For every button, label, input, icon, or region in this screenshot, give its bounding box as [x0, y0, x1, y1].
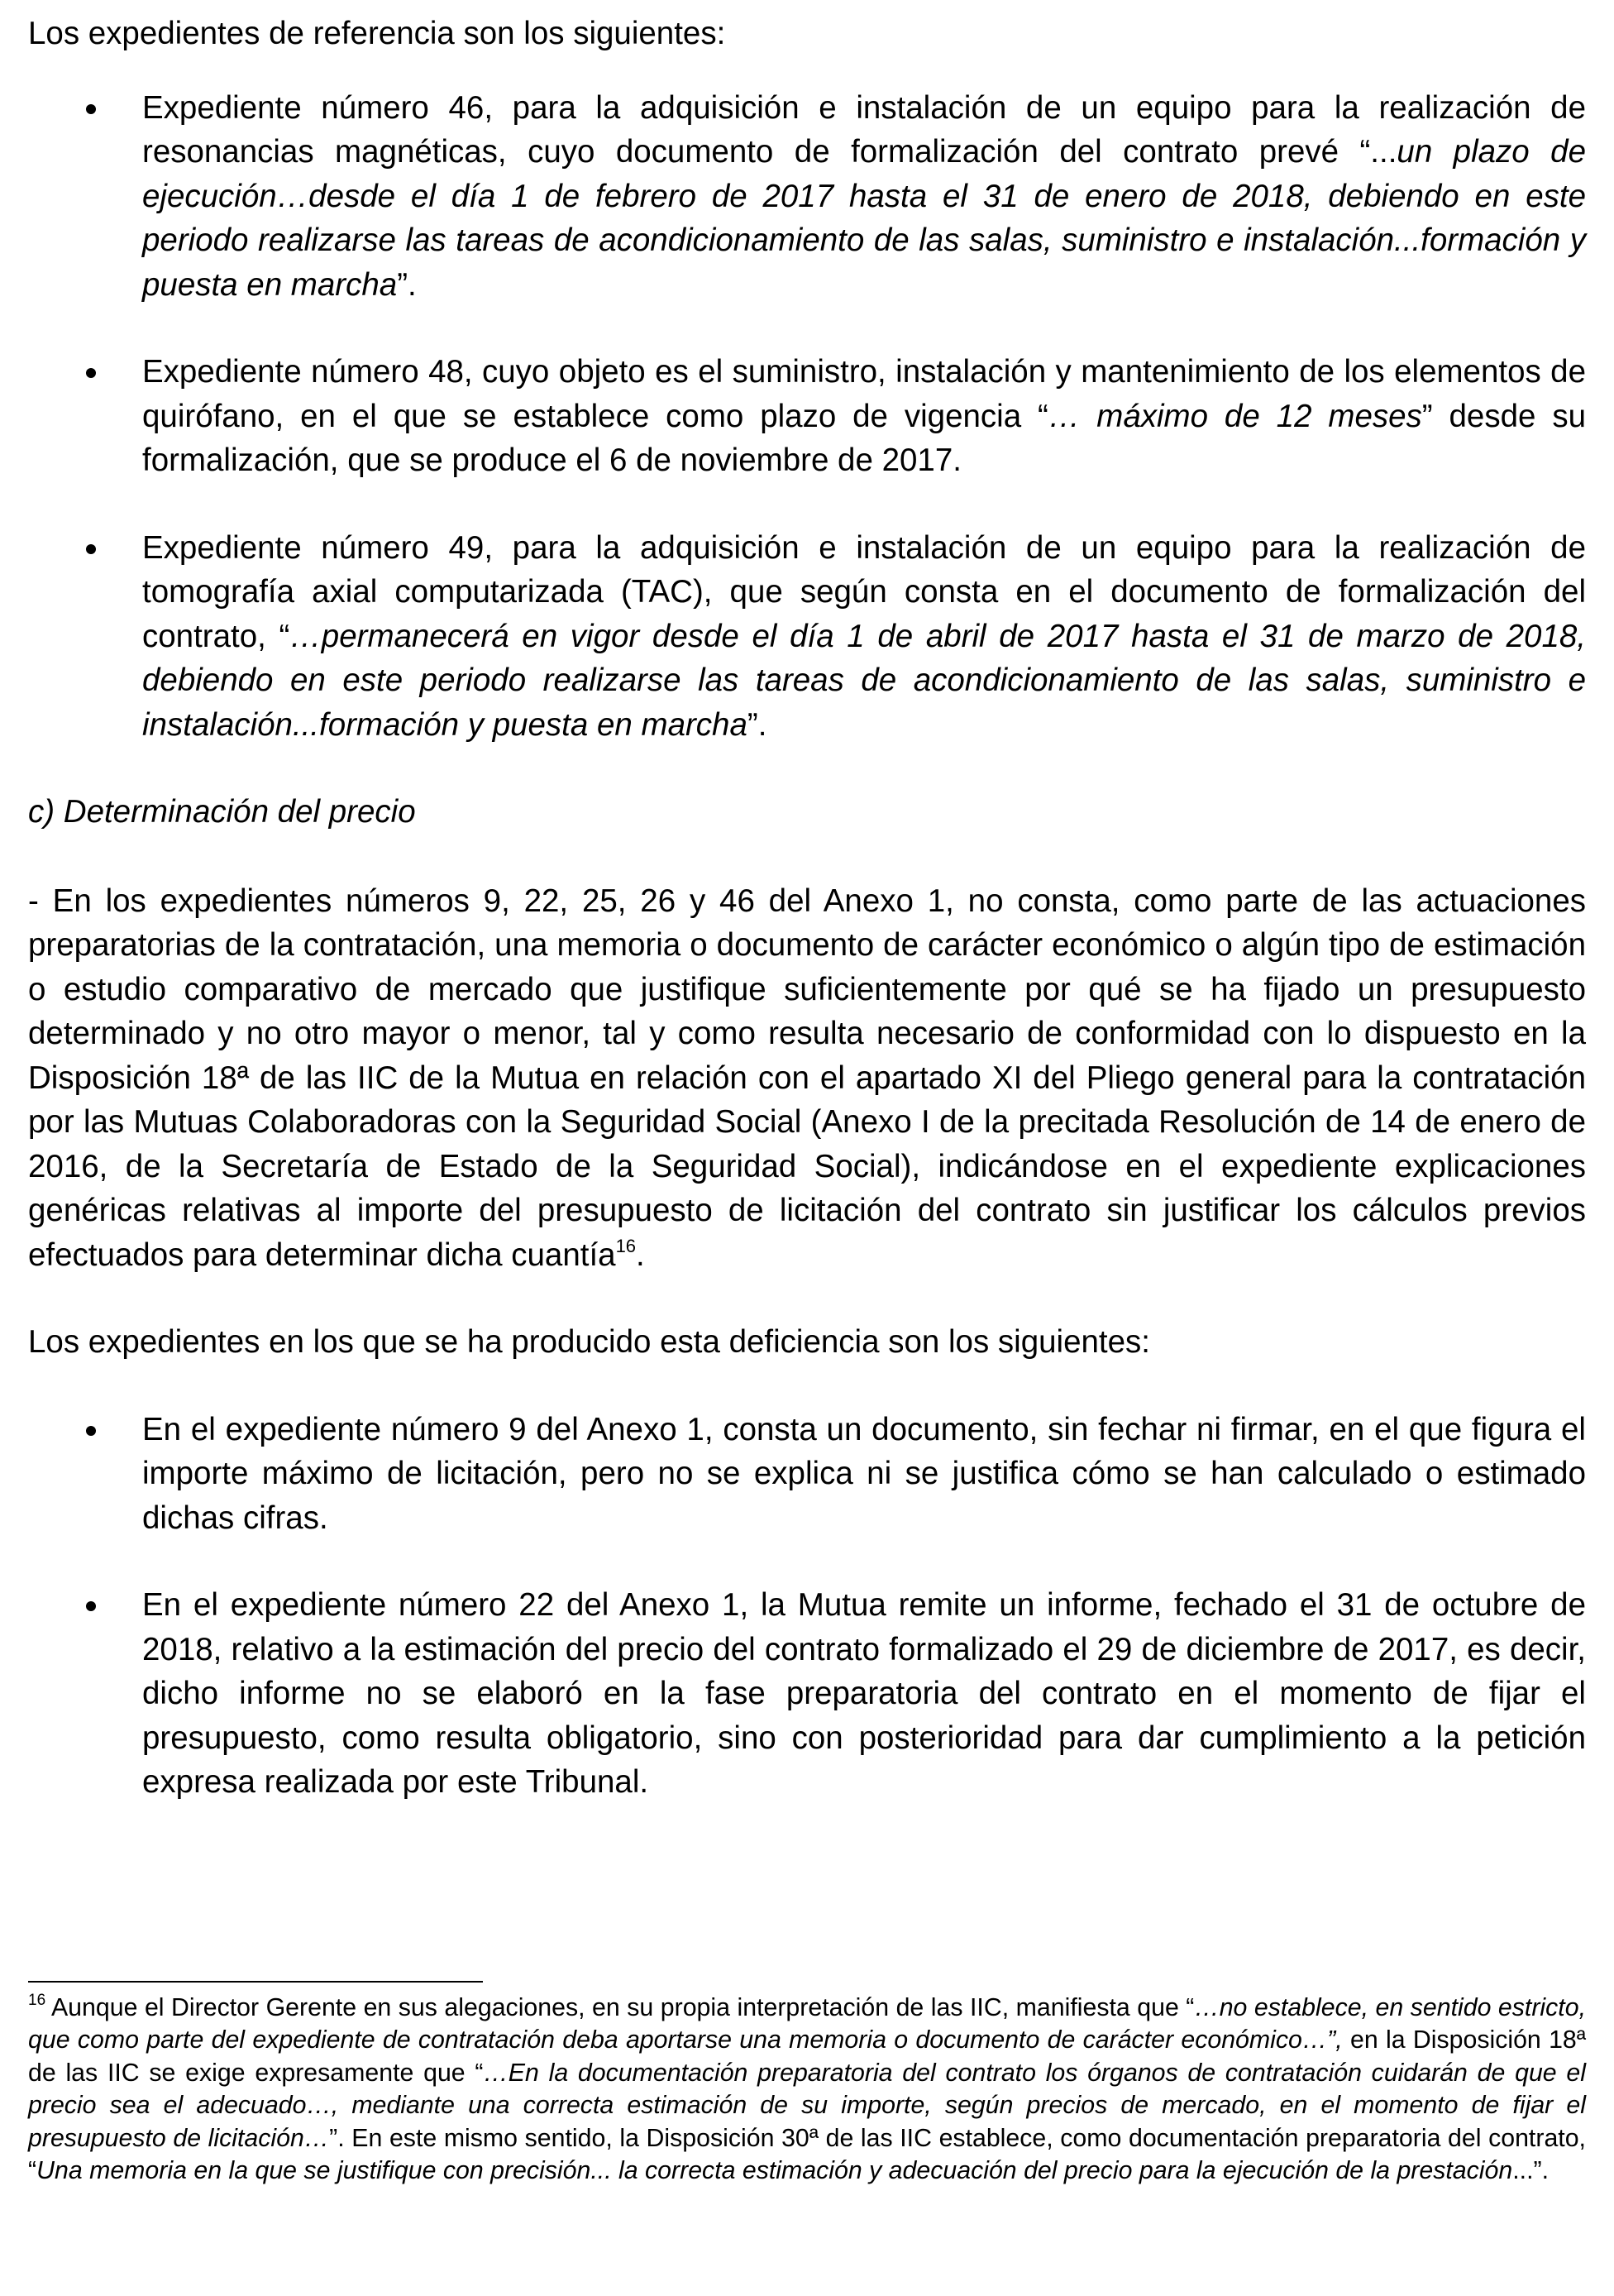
- section-heading: c) Determinación del precio: [28, 794, 416, 830]
- bullet-icon: [86, 104, 96, 114]
- bullet-icon: [86, 1426, 96, 1436]
- bullet-icon: [86, 544, 96, 554]
- bullet-icon: [86, 368, 96, 378]
- list-item: Expediente número 48, cuyo objeto es el suministro, instalación y mantenimiento de los elementos de quirófano, en el que se establece como plazo de vigencia “… máximo de 12 meses” desde su formalización, que se produce el 6 de noviembre de 2017.: [28, 350, 1586, 483]
- bullet-icon: [86, 1601, 96, 1611]
- body-paragraph: Los expedientes en los que se ha producido esta deficiencia son los siguientes:: [28, 1324, 1150, 1360]
- footnote-number: 16: [28, 1991, 46, 2009]
- list-item: Expediente número 49, para la adquisición e instalación de un equipo para la realización de tomografía axial computarizada (TAC), que según consta en el documento de formalización del contrato, “…permanecerá en vigor desde el día 1 de abril de 2017 hasta el 31 de marzo de 2018, debiendo en este periodo realizarse las tareas de acondicionamiento de las salas, suministro e instalación...formación y puesta en marcha”.: [28, 526, 1586, 748]
- deficiencias-list: [28, 1408, 1586, 1805]
- intro-paragraph: Los expedientes de referencia son los siguientes:: [28, 16, 726, 51]
- body-paragraph: - En los expedientes números 9, 22, 25, 26 y 46 del Anexo 1, no consta, como parte de las actuaciones preparatorias de la contratación, una memoria o documento de carácter económico o algún tipo de estimación o estudio comparativo de mercado que justifique suficientemente por qué se ha fijado un presupuesto determinado y no otro mayor o menor, tal y como resulta necesario de conformidad con lo dispuesto en la Disposición 18ª de las IIC de la Mutua en relación con el apartado XI del Pliego general para la contratación por las Mutuas Colaboradoras con la Seguridad Social (Anexo I de la precitada Resolución de 14 de enero de 2016, de la Secretaría de Estado de la Seguridad Social), indicándose en el expediente explicaciones genéricas relativas al importe del presupuesto de licitación del contrato sin justificar los cálculos previos efectuados para determinar dicha cuantía$^{16}$.: [28, 883, 1586, 1273]
- list-item: En el expediente número 9 del Anexo 1, consta un documento, sin fechar ni firmar, en el que figura el importe máximo de licitación, pero no se explica ni se justifica cómo se han calculado o estimado dichas cifras.: [28, 1408, 1586, 1541]
- footnote-reference: 16: [615, 1235, 637, 1256]
- footnote-separator: [28, 1981, 483, 1983]
- footnote: $^{16}$ Aunque el Director Gerente en sus alegaciones, en su propia interpretación de las IIC, manifiesta que “…no establece, en sentido estricto, que como parte del expediente de contratación deba aportarse una memoria o documento de carácter económico…”, en la Disposición 18ª de las IIC se exige expresamente que “…En la documentación preparatoria del contrato los órganos de contratación cuidarán de que el precio sea el adecuado…, mediante una correcta estimación de su importe, según precios de mercado, en el momento de fijar el presupuesto de licitación…”. En este mismo sentido, la Disposición 30ª de las IIC establece, como documentación preparatoria del contrato, “Una memoria en la que se justifique con precisión... la correcta estimación y adecuación del precio para la ejecución de la prestación...”.: [28, 1991, 1586, 2185]
- list-item: En el expediente número 22 del Anexo 1, la Mutua remite un informe, fechado el 31 de octubre de 2018, relativo a la estimación del precio del contrato formalizado el 29 de diciembre de 2017, es decir, dicho informe no se elaboró en la fase preparatoria del contrato en el momento de fijar el presupuesto, como resulta obligatorio, sino con posterioridad para dar cumplimiento a la petición expresa realizada por este Tribunal.: [28, 1583, 1586, 1805]
- document-page: [28, 12, 1586, 1848]
- list-item: Expediente número 46, para la adquisición e instalación de un equipo para la realización de resonancias magnéticas, cuyo documento de formalización del contrato prevé “...un plazo de ejecución…desde el día 1 de febrero de 2017 hasta el 31 de enero de 2018, debiendo en este periodo realizarse las tareas de acondicionamiento de las salas, suministro e instalación...formación y puesta en marcha”.: [28, 86, 1586, 308]
- expedientes-list: [28, 86, 1586, 748]
